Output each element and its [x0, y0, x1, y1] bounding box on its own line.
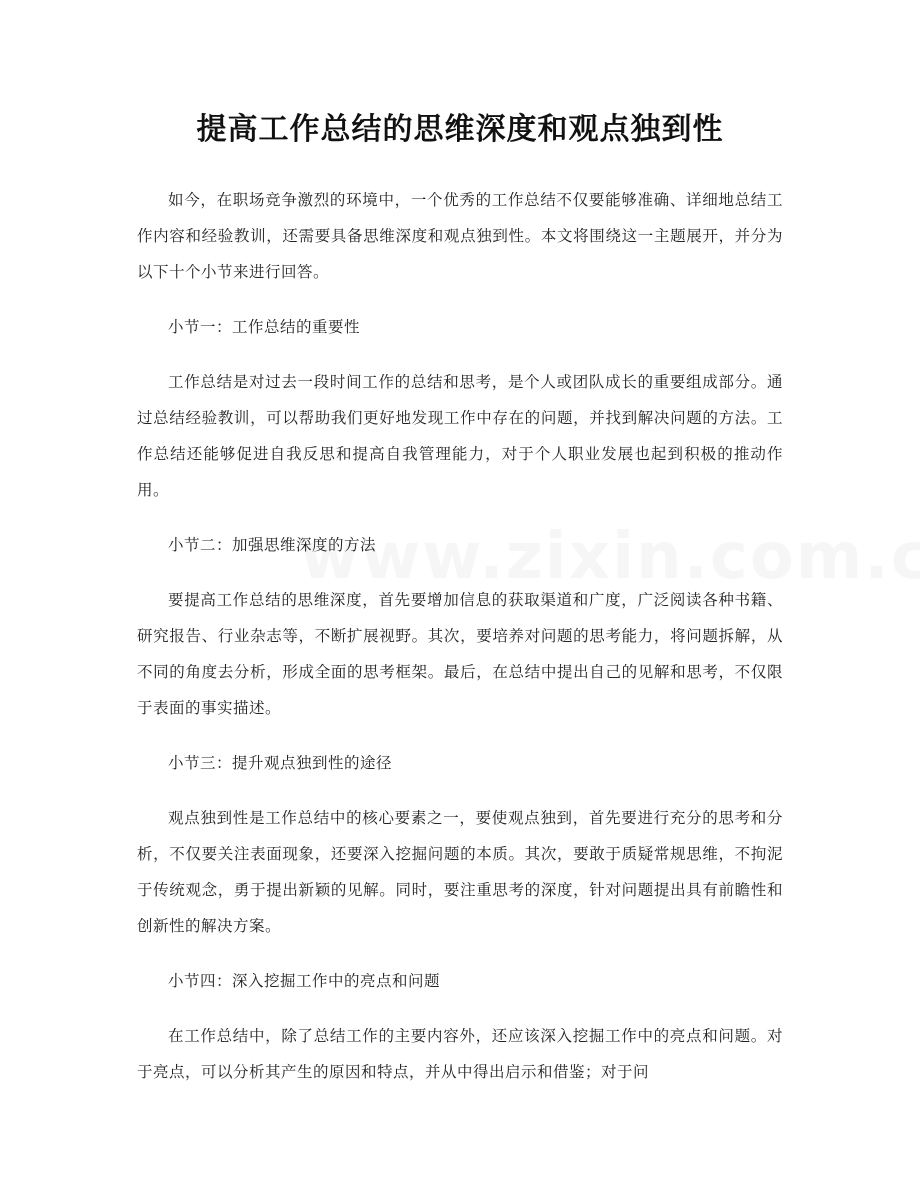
- document-title: 提高工作总结的思维深度和观点独到性: [196, 112, 724, 147]
- section-paragraph-4: 在工作总结中，除了总结工作的主要内容外，还应该深入挖掘工作中的亮点和问题。对于亮点，可以分析其产生的原因和特点，并从中得出启示和借鉴；对于问: [137, 1027, 783, 1081]
- document-body: [137, 182, 783, 1109]
- section-paragraph-3: 观点独到性是工作总结中的核心要素之一，要使观点独到，首先要进行充分的思考和分析，不仅要关注表面现象，还要深入挖掘问题的本质。其次，要敢于质疑常规思维，不拘泥于传统观念，勇于提出新颖的见解。同时，要注重思考的深度，针对问题提出具有前瞻性和创新性的解决方案。: [137, 809, 783, 935]
- section-heading-1: 小节一：工作总结的重要性: [168, 318, 361, 336]
- intro-paragraph: 如今，在职场竞争激烈的环境中，一个优秀的工作总结不仅要能够准确、详细地总结工作内容和经验教训，还需要具备思维深度和观点独到性。本文将围绕这一主题展开，并分为以下十个小节来进行回答。: [137, 191, 783, 281]
- section-heading-3: 小节三：提升观点独到性的途径: [168, 754, 393, 772]
- section-paragraph-1: 工作总结是对过去一段时间工作的总结和思考，是个人或团队成长的重要组成部分。通过总结经验教训，可以帮助我们更好地发现工作中存在的问题，并找到解决问题的方法。工作总结还能够促进自我反思和提高自我管理能力，对于个人职业发展也起到积极的推动作用。: [137, 373, 783, 499]
- section-paragraph-2: 要提高工作总结的思维深度，首先要增加信息的获取渠道和广度，广泛阅读各种书籍、研究报告、行业杂志等，不断扩展视野。其次，要培养对问题的思考能力，将问题拆解，从不同的角度去分析，形成全面的思考框架。最后，在总结中提出自己的见解和思考，不仅限于表面的事实描述。: [137, 591, 783, 717]
- section-heading-4: 小节四：深入挖掘工作中的亮点和问题: [168, 972, 441, 990]
- section-heading-2: 小节二：加强思维深度的方法: [168, 536, 377, 554]
